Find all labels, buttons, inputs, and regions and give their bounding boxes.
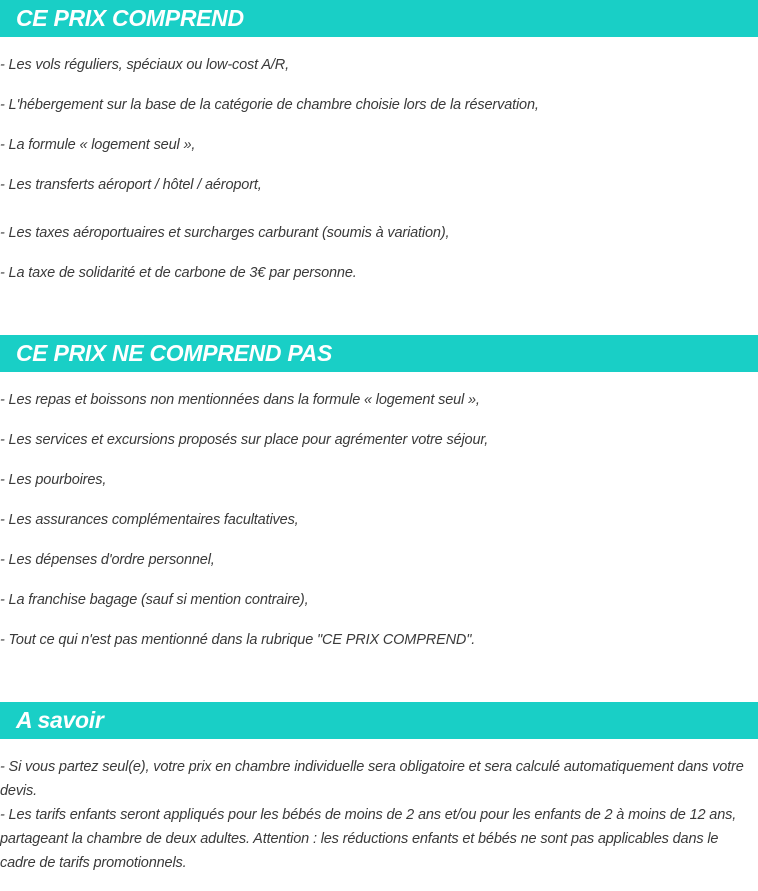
info-paragraph: - Les tarifs enfants seront appliqués pour les bébés de moins de 2 ans et/ou pour les enfants de 2 à moins de 12 ans, partageant la chambre de deux adultes. Attention : les réductions enfants et bébés ne sont pas applicables dans le cadre de tarifs promotionnels. [0,807,737,871]
section-header-not-included [0,335,758,372]
list-item: - Les assurances complémentaires facultatives, [0,512,299,528]
list-item: - La franchise bagage (sauf si mention contraire), [0,592,309,608]
section-title: CE PRIX NE COMPREND PAS [16,340,332,366]
section-header-included [0,0,758,37]
list-item: - Les vols réguliers, spéciaux ou low-cost A/R, [0,57,289,73]
list-item: - Les taxes aéroportuaires et surcharges carburant (soumis à variation), [0,225,450,241]
list-item: - L'hébergement sur la base de la catégorie de chambre choisie lors de la réservation, [0,97,539,113]
section-title: A savoir [16,707,104,733]
section-title: CE PRIX COMPREND [16,5,244,31]
list-item: - La formule « logement seul », [0,137,196,153]
list-item: - Les services et excursions proposés sur place pour agrémenter votre séjour, [0,432,489,448]
list-item: - La taxe de solidarité et de carbone de 3€ par personne. [0,265,357,281]
list-item: - Les dépenses d'ordre personnel, [0,552,215,568]
section-header-good-to-know [0,702,758,739]
info-paragraph: - Si vous partez seul(e), votre prix en chambre individuelle sera obligatoire et sera calculé automatiquement dans votre devis. [0,759,744,799]
list-item: - Les repas et boissons non mentionnées dans la formule « logement seul », [0,392,480,408]
list-item: - Les transferts aéroport / hôtel / aéroport, [0,177,262,193]
list-item: - Les pourboires, [0,472,107,488]
list-item: - Tout ce qui n'est pas mentionné dans la rubrique "CE PRIX COMPREND". [0,632,476,648]
